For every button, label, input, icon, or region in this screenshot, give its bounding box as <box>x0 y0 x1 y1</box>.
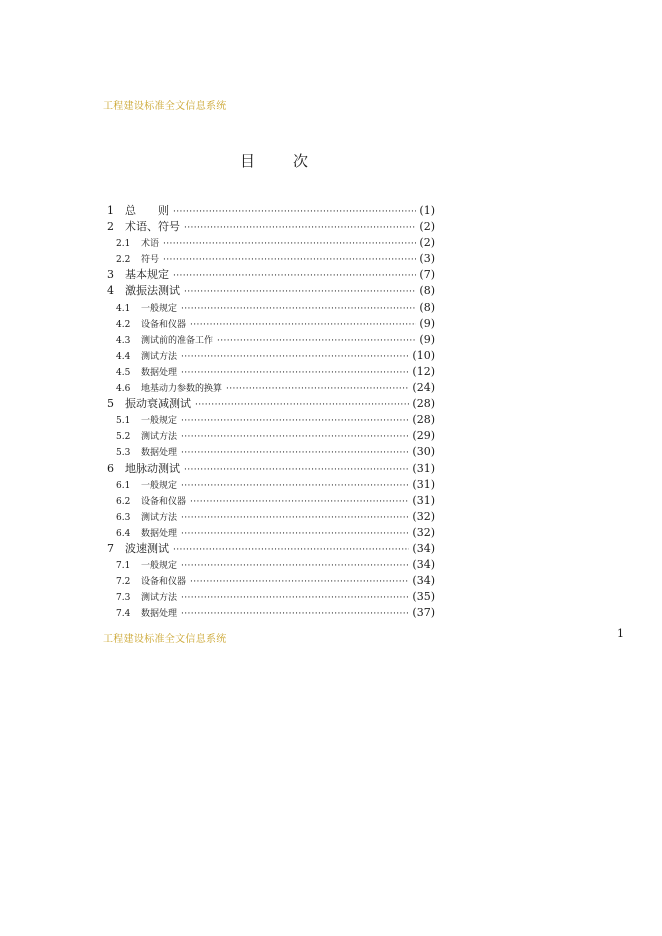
toc-entry-number: 4.1 <box>116 303 131 314</box>
toc-entry-title: 测试方法 <box>141 351 178 362</box>
toc-dot-leader <box>181 526 409 542</box>
toc-entry-page: (32) <box>412 509 435 523</box>
toc-entry-number: 6.3 <box>116 512 131 523</box>
toc-entry-page: (31) <box>412 461 435 475</box>
toc-entry-title: 测试方法 <box>141 593 178 604</box>
toc-entry-page: (8) <box>419 300 435 314</box>
toc-section-entry[interactable] <box>107 316 435 332</box>
toc-entry-number: 5.2 <box>116 432 131 443</box>
toc-entry-number: 2 <box>107 220 114 234</box>
toc-dot-leader <box>184 220 416 236</box>
toc-entry-title: 测试方法 <box>141 512 178 523</box>
toc-entry-number: 5 <box>107 397 114 411</box>
toc-entry-page: (34) <box>412 558 435 572</box>
toc-section-entry[interactable] <box>107 525 435 541</box>
toc-dot-leader <box>163 236 416 252</box>
toc-entry-number: 4.3 <box>116 335 131 346</box>
toc-entry-number: 6.1 <box>116 480 131 491</box>
toc-section-entry[interactable] <box>107 364 435 380</box>
toc-chapter-entry[interactable] <box>107 203 435 219</box>
toc-section-entry[interactable] <box>107 348 435 364</box>
toc-dot-leader <box>173 204 416 220</box>
toc-entry-number: 6.4 <box>116 528 131 539</box>
toc-entry-page: (34) <box>412 574 435 588</box>
toc-section-entry[interactable] <box>107 589 435 605</box>
toc-entry-page: (2) <box>419 220 435 234</box>
toc-entry-number: 7.4 <box>116 609 131 620</box>
toc-entry-title: 基本规定 <box>125 268 169 282</box>
toc-entry-title: 总 则 <box>125 204 169 217</box>
toc-title-char-1: 目 <box>240 152 256 170</box>
toc-dot-leader <box>184 284 416 300</box>
toc-entry-page: (35) <box>412 590 435 604</box>
toc-entry-number: 7.3 <box>116 593 131 604</box>
toc-entry-number: 6 <box>107 461 114 475</box>
toc-dot-leader <box>190 574 409 590</box>
toc-dot-leader <box>181 478 409 494</box>
toc-entry-title: 测试前的准备工作 <box>141 335 214 346</box>
toc-entry-title: 地基动力参数的换算 <box>141 384 223 395</box>
toc-chapter-entry[interactable] <box>107 283 435 299</box>
toc-title <box>240 150 308 171</box>
toc-entry-page: (2) <box>419 236 435 250</box>
toc-section-entry[interactable] <box>107 573 435 589</box>
toc-dot-leader <box>190 494 409 510</box>
toc-entry-page: (31) <box>412 493 435 507</box>
toc-dot-leader <box>190 317 416 333</box>
toc-entry-title: 术语 <box>141 239 160 250</box>
toc-entry-page: (10) <box>412 348 435 362</box>
toc-section-entry[interactable] <box>107 380 435 396</box>
toc-dot-leader <box>181 445 409 461</box>
toc-entry-number: 4.4 <box>116 351 131 362</box>
toc-dot-leader <box>163 252 416 268</box>
toc-dot-leader <box>181 590 409 606</box>
toc-entry-number: 5.3 <box>116 448 131 459</box>
toc-dot-leader <box>181 429 409 445</box>
toc-dot-leader <box>181 413 409 429</box>
toc-section-entry[interactable] <box>107 300 435 316</box>
toc-entry-number: 3 <box>107 268 114 282</box>
toc-entry-title: 设备和仪器 <box>141 319 187 330</box>
toc-entry-title: 数据处理 <box>141 367 178 378</box>
toc-entry-number: 1 <box>107 204 114 217</box>
toc-entry-page: (32) <box>412 525 435 539</box>
table-of-contents <box>107 203 435 621</box>
toc-dot-leader <box>181 510 409 526</box>
toc-entry-number: 4.5 <box>116 367 131 378</box>
toc-entry-page: (34) <box>412 541 435 555</box>
toc-dot-leader <box>181 558 409 574</box>
toc-entry-page: (24) <box>412 381 435 395</box>
toc-dot-leader <box>173 268 416 284</box>
toc-entry-number: 7 <box>107 541 114 555</box>
toc-section-entry[interactable] <box>107 477 435 493</box>
toc-section-entry[interactable] <box>107 412 435 428</box>
toc-section-entry[interactable] <box>107 444 435 460</box>
toc-dot-leader <box>181 349 409 365</box>
toc-entry-title: 一般规定 <box>141 303 178 314</box>
toc-entry-page: (7) <box>419 268 435 282</box>
toc-entry-title: 一般规定 <box>141 561 178 572</box>
toc-entry-number: 5.1 <box>116 416 131 427</box>
toc-chapter-entry[interactable] <box>107 396 435 412</box>
toc-entry-number: 2.1 <box>116 239 131 250</box>
toc-entry-number: 7.1 <box>116 561 131 572</box>
toc-entry-title: 一般规定 <box>141 416 178 427</box>
toc-entry-page: (31) <box>412 477 435 491</box>
toc-chapter-entry[interactable] <box>107 267 435 283</box>
toc-entry-page: (12) <box>412 364 435 378</box>
toc-section-entry[interactable] <box>107 251 435 267</box>
toc-entry-title: 数据处理 <box>141 609 178 620</box>
toc-dot-leader <box>217 333 416 349</box>
toc-entry-title: 术语、符号 <box>125 220 180 234</box>
toc-entry-page: (29) <box>412 429 435 443</box>
toc-section-entry[interactable] <box>107 493 435 509</box>
toc-title-char-2: 次 <box>293 152 309 170</box>
toc-chapter-entry[interactable] <box>107 541 435 557</box>
toc-section-entry[interactable] <box>107 605 435 621</box>
toc-entry-page: (3) <box>419 252 435 266</box>
toc-section-entry[interactable] <box>107 428 435 444</box>
toc-entry-title: 测试方法 <box>141 432 178 443</box>
toc-entry-title: 设备和仪器 <box>141 577 187 588</box>
toc-entry-title: 数据处理 <box>141 448 178 459</box>
toc-entry-page: (9) <box>419 316 435 330</box>
toc-entry-number: 2.2 <box>116 255 131 266</box>
toc-dot-leader <box>181 606 409 622</box>
toc-entry-title: 地脉动测试 <box>125 461 180 475</box>
toc-dot-leader <box>226 381 409 397</box>
toc-entry-page: (28) <box>412 397 435 411</box>
toc-entry-number: 4.2 <box>116 319 131 330</box>
toc-entry-page: (30) <box>412 445 435 459</box>
toc-entry-title: 数据处理 <box>141 528 178 539</box>
toc-dot-leader <box>181 301 416 317</box>
toc-entry-page: (28) <box>412 413 435 427</box>
watermark-bottom: 工程建设标准全文信息系统 <box>103 634 227 645</box>
toc-section-entry[interactable] <box>107 509 435 525</box>
toc-entry-title: 激振法测试 <box>125 284 180 298</box>
watermark-top: 工程建设标准全文信息系统 <box>103 101 227 112</box>
toc-entry-title: 一般规定 <box>141 480 178 491</box>
toc-chapter-entry[interactable] <box>107 461 435 477</box>
toc-dot-leader <box>181 365 409 381</box>
toc-entry-page: (9) <box>419 332 435 346</box>
toc-entry-title: 振动衰减测试 <box>125 397 191 411</box>
toc-dot-leader <box>184 462 409 478</box>
toc-dot-leader <box>195 397 409 413</box>
toc-entry-number: 6.2 <box>116 496 131 507</box>
toc-dot-leader <box>173 542 409 558</box>
toc-entry-number: 7.2 <box>116 577 131 588</box>
toc-section-entry[interactable] <box>107 332 435 348</box>
page-number: 1 <box>617 627 624 640</box>
toc-section-entry[interactable] <box>107 235 435 251</box>
toc-section-entry[interactable] <box>107 557 435 573</box>
toc-entry-page: (1) <box>419 204 435 217</box>
toc-entry-title: 设备和仪器 <box>141 496 187 507</box>
toc-entry-title: 波速测试 <box>125 541 169 555</box>
toc-entry-page: (37) <box>412 606 435 620</box>
toc-entry-title: 符号 <box>141 255 160 266</box>
toc-entry-page: (8) <box>419 284 435 298</box>
toc-entry-number: 4 <box>107 284 114 298</box>
toc-chapter-entry[interactable] <box>107 219 435 235</box>
toc-entry-number: 4.6 <box>116 384 131 395</box>
